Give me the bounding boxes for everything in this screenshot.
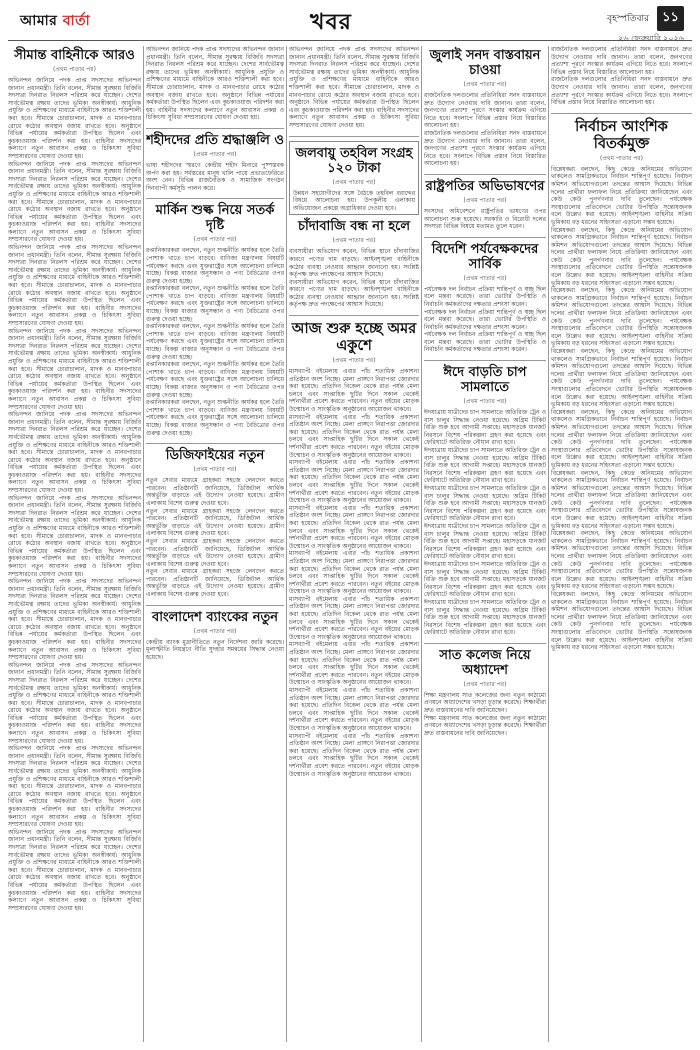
article-body: অভিনন্দন জানিয়ে পদক প্রাপ্ত সদস্যদের অভিনন্দন জানান প্রধানমন্ত্রী। তিনি বলেন, সীমান্ত সুরক্ষায় বিজিবি সদস্যরা দিনরাত নিরলস পরিশ্রম করে যাচ্ছেন। দেশের সার্বভৌমত্ব রক্ষায় তাদের ভূমিকা অনস্বীকার্য। আধুনিক প্রযুক্তি ও প্রশিক্ষণের মাধ্যমে বাহিনীকে আরও শক্তিশালী করা হবে। সীমান্তে চোরাচালান, মাদক ও মানবপাচার রোধে কঠোর অবস্থান বজায় রাখতে হবে। অনুষ্ঠানে বিভিন্ন পর্যায়ের কর্মকর্তারা উপস্থিত ছিলেন এবং কুচকাওয়াজ পরিদর্শন করা হয়। বাহিনীর সদস্যদের কল্যাণে নতুন আবাসন প্রকল্প ও চিকিৎসা সুবিধা সম্প্রসারণের ঘোষণা দেওয়া হয়। — [146, 46, 284, 122]
article-body: রাজনৈতিক দলগুলোর প্রতিনিধিরা সনদ বাস্তবায়নে দ্রুত উদ্যোগ নেওয়ার দাবি জানান। তারা বলেন, জনগণের প্রত্যাশা পূরণে সংস্কার কার্যক্রম এগিয়ে নিতে হবে। সংলাপে বিভিন্ন প্রস্তাব নিয়ে বিস্তারিত আলোচনা হয়। — [551, 46, 692, 76]
logo-part2: বার্তা — [62, 13, 91, 29]
article-body: মাসব্যাপী বইমেলায় এবার পাঁচ শতাধিক প্রকাশনা প্রতিষ্ঠান অংশ নিচ্ছে। মেলা প্রাঙ্গণে নিরাপত্তা জোরদার করা হয়েছে। প্রতিদিন বিকেল থেকে রাত পর্যন্ত মেলা চলবে এবং সাপ্তাহিক ছুটির দিনে সকাল থেকেই দর্শনার্থীরা প্রবেশ করতে পারবেন। নতুন বইয়ের মোড়ক উন্মোচন ও সাংস্কৃতিক অনুষ্ঠানের আয়োজন থাকবে। — [289, 595, 419, 641]
byline: (প্রথম পাতার পর) — [193, 466, 237, 474]
byline: (প্রথম পাতার পর) — [600, 154, 643, 162]
newspaper-logo — [20, 9, 90, 33]
byline: (প্রথম পাতার পর) — [463, 398, 507, 406]
issue-day: বৃহস্পতিবার — [607, 14, 650, 24]
article-border-cont2 — [289, 46, 419, 130]
issue-date: ২৬ ফেব্রুয়ারি ২০২৬ — [618, 34, 684, 43]
article-fund — [289, 141, 419, 216]
article-election — [551, 118, 692, 652]
article-body: রাজনৈতিক দলগুলোর প্রতিনিধিরা সনদ বাস্তবায়নে দ্রুত উদ্যোগ নেওয়ার দাবি জানান। তারা বলেন, জনগণের প্রত্যাশা পূরণে সংস্কার কার্যক্রম এগিয়ে নিতে হবে। সংলাপে বিভিন্ন প্রস্তাব নিয়ে বিস্তারিত আলোচনা হয়। — [424, 92, 546, 130]
article-body: অভিনন্দন জানিয়ে পদক প্রাপ্ত সদস্যদের অভিনন্দন জানান প্রধানমন্ত্রী। তিনি বলেন, সীমান্ত সুরক্ষায় বিজিবি সদস্যরা দিনরাত নিরলস পরিশ্রম করে যাচ্ছেন। দেশের সার্বভৌমত্ব রক্ষায় তাদের ভূমিকা অনস্বীকার্য। আধুনিক প্রযুক্তি ও প্রশিক্ষণের মাধ্যমে বাহিনীকে আরও শক্তিশালী করা হবে। সীমান্তে চোরাচালান, মাদক ও মানবপাচার রোধে কঠোর অবস্থান বজায় রাখতে হবে। অনুষ্ঠানে বিভিন্ন পর্যায়ের কর্মকর্তারা উপস্থিত ছিলেন এবং কুচকাওয়াজ পরিদর্শন করা হয়। বাহিনীর সদস্যদের কল্যাণে নতুন আবাসন প্রকল্প ও চিকিৎসা সুবিধা সম্প্রসারণের ঘোষণা দেওয়া হয়। — [8, 661, 141, 745]
article-body: বিশ্লেষকরা বলছেন, কিছু কেন্দ্রে অনিয়মের অভিযোগ থাকলেও সামগ্রিকভাবে নির্বাচন শান্তিপূর্ণ হয়েছে। নির্বাচন কমিশন অভিযোগগুলো তদন্তের আশ্বাস দিয়েছে। বিভিন্ন দলের প্রার্থীরা ফলাফল নিয়ে প্রতিক্রিয়া জানিয়েছেন এবং কেউ কেউ পুনর্গণনার দাবি তুলেছেন। পর্যবেক্ষক সংস্থাগুলোর প্রতিবেদনে ভোটার উপস্থিতি সন্তোষজনক বলে উল্লেখ করা হয়েছে। আইনশৃঙ্খলা বাহিনীর সক্রিয় ভূমিকায় বড় ধরনের সহিংসতা এড়ানো সম্ভব হয়েছে। — [551, 165, 692, 226]
headline: চাঁদাবাজি বন্ধ না হলে — [297, 219, 411, 235]
article-body: অভিনন্দন জানিয়ে পদক প্রাপ্ত সদস্যদের অভিনন্দন জানান প্রধানমন্ত্রী। তিনি বলেন, সীমান্ত সুরক্ষায় বিজিবি সদস্যরা দিনরাত নিরলস পরিশ্রম করে যাচ্ছেন। দেশের সার্বভৌমত্ব রক্ষায় তাদের ভূমিকা অনস্বীকার্য। আধুনিক প্রযুক্তি ও প্রশিক্ষণের মাধ্যমে বাহিনীকে আরও শক্তিশালী করা হবে। সীমান্তে চোরাচালান, মাদক ও মানবপাচার রোধে কঠোর অবস্থান বজায় রাখতে হবে। অনুষ্ঠানে বিভিন্ন পর্যায়ের কর্মকর্তারা উপস্থিত ছিলেন এবং কুচকাওয়াজ পরিদর্শন করা হয়। বাহিনীর সদস্যদের কল্যাণে নতুন আবাসন প্রকল্প ও চিকিৎসা সুবিধা সম্প্রসারণের ঘোষণা দেওয়া হয়। — [289, 46, 419, 129]
article-body: বিশ্লেষকরা বলছেন, কিছু কেন্দ্রে অনিয়মের অভিযোগ থাকলেও সামগ্রিকভাবে নির্বাচন শান্তিপূর্ণ হয়েছে। নির্বাচন কমিশন অভিযোগগুলো তদন্তের আশ্বাস দিয়েছে। বিভিন্ন দলের প্রার্থীরা ফলাফল নিয়ে প্রতিক্রিয়া জানিয়েছেন এবং কেউ কেউ পুনর্গণনার দাবি তুলেছেন। পর্যবেক্ষক সংস্থাগুলোর প্রতিবেদনে ভোটার উপস্থিতি সন্তোষজনক বলে উল্লেখ করা হয়েছে। আইনশৃঙ্খলা বাহিনীর সক্রিয় ভূমিকায় বড় ধরনের সহিংসতা এড়ানো সম্ভব হয়েছে। — [551, 469, 692, 530]
article-observer — [424, 242, 546, 354]
byline: (প্রথম পাতার পর) — [463, 274, 507, 282]
headline: রাষ্ট্রপতির অভিভাষণের — [425, 178, 545, 194]
article-body: নতুন সেবার মাধ্যমে গ্রাহকরা সহজে লেনদেন করতে পারবেন। প্রতিষ্ঠানটি জানিয়েছে, ডিজিটাল আর্থিক অন্তর্ভুক্তি বাড়াতে এই উদ্যোগ নেওয়া হয়েছে। গ্রামীণ এলাকায় বিশেষ গুরুত্ব দেওয়া হবে। — [146, 477, 284, 507]
article-body: ব্যবসায়ীরা অভিযোগ করেন, বিভিন্ন স্থানে চাঁদাবাজির কারণে পণ্যের দাম বাড়ছে। আইনশৃঙ্খলা বাহিনীকে কঠোর ব্যবস্থা নেওয়ার আহ্বান জানানো হয়। সংশ্লিষ্ট কর্তৃপক্ষ দ্রুত পদক্ষেপের আশ্বাস দিয়েছে। — [289, 278, 419, 309]
headline: শহীদদের প্রতি শ্রদ্ধাঞ্জলি ও — [146, 132, 284, 148]
article-body: নতুন সেবার মাধ্যমে গ্রাহকরা সহজে লেনদেন করতে পারবেন। প্রতিষ্ঠানটি জানিয়েছে, ডিজিটাল আর্থিক অন্তর্ভুক্তি বাড়াতে এই উদ্যোগ নেওয়া হয়েছে। গ্রামীণ এলাকায় বিশেষ গুরুত্ব দেওয়া হবে। — [146, 507, 284, 538]
article-body: ঈদযাত্রায় যাত্রীদের চাপ সামলাতে অতিরিক্ত ট্রেন ও বাস চালুর সিদ্ধান্ত নেওয়া হয়েছে। অগ্রিম টিকিট বিক্রি শুরু হবে আগামী সপ্তাহে। মহাসড়কে যানজট নিরসনে বিশেষ পরিকল্পনা গ্রহণ করা হয়েছে এবং ফেরিঘাটে অতিরিক্ত নৌযান রাখা হবে। — [424, 447, 546, 485]
article-body: ঈদযাত্রায় যাত্রীদের চাপ সামলাতে অতিরিক্ত ট্রেন ও বাস চালুর সিদ্ধান্ত নেওয়া হয়েছে। অগ্রিম টিকিট বিক্রি শুরু হবে আগামী সপ্তাহে। মহাসড়কে যানজট নিরসনে বিশেষ পরিকল্পনা গ্রহণ করা হয়েছে এবং ফেরিঘাটে অতিরিক্ত নৌযান রাখা হবে। — [424, 485, 546, 523]
headline: জুলাই সনদ বাস্তবায়ন চাওয়া — [429, 48, 541, 78]
headline: নির্বাচন আংশিক বিতর্কমুক্ত — [575, 117, 668, 152]
article-eid — [424, 365, 546, 637]
headline: ঈদে বাড়তি চাপ সামলাতে — [443, 365, 527, 396]
article-body: ঈদযাত্রায় যাত্রীদের চাপ সামলাতে অতিরিক্ত ট্রেন ও বাস চালুর সিদ্ধান্ত নেওয়া হয়েছে। অগ্রিম টিকিট বিক্রি শুরু হবে আগামী সপ্তাহে। মহাসড়কে যানজট নিরসনে বিশেষ পরিকল্পনা গ্রহণ করা হয়েছে এবং ফেরিঘাটে অতিরিক্ত নৌযান রাখা হবে। — [424, 560, 546, 599]
section-title: খবর — [310, 10, 352, 35]
article-july-cont — [551, 46, 692, 107]
article-body: ভাষা শহীদদের স্মরণে কেন্দ্রীয় শহীদ মিনারে পুষ্পস্তবক অর্পণ করা হয়। সর্বস্তরের মানুষ খালি পায়ে প্রভাতফেরিতে অংশ নেন। বিভিন্ন রাজনৈতিক ও সামাজিক সংগঠন দিনব্যাপী কর্মসূচি পালন করে। — [146, 161, 284, 192]
article-chandabaj — [289, 219, 419, 309]
article-body: মাসব্যাপী বইমেলায় এবার পাঁচ শতাধিক প্রকাশনা প্রতিষ্ঠান অংশ নিচ্ছে। মেলা প্রাঙ্গণে নিরাপত্তা জোরদার করা হয়েছে। প্রতিদিন বিকেল থেকে রাত পর্যন্ত মেলা চলবে এবং সাপ্তাহিক ছুটির দিনে সকাল থেকেই দর্শনার্থীরা প্রবেশ করতে পারবেন। নতুন বইয়ের মোড়ক উন্মোচন ও সাংস্কৃতিক অনুষ্ঠানের আয়োজন থাকবে। — [289, 641, 419, 687]
article-ekushey — [289, 320, 419, 778]
article-body: অভিনন্দন জানিয়ে পদক প্রাপ্ত সদস্যদের অভিনন্দন জানান প্রধানমন্ত্রী। তিনি বলেন, সীমান্ত সুরক্ষায় বিজিবি সদস্যরা দিনরাত নিরলস পরিশ্রম করে যাচ্ছেন। দেশের সার্বভৌমত্ব রক্ষায় তাদের ভূমিকা অনস্বীকার্য। আধুনিক প্রযুক্তি ও প্রশিক্ষণের মাধ্যমে বাহিনীকে আরও শক্তিশালী করা হবে। সীমান্তে চোরাচালান, মাদক ও মানবপাচার রোধে কঠোর অবস্থান বজায় রাখতে হবে। অনুষ্ঠানে বিভিন্ন পর্যায়ের কর্মকর্তারা উপস্থিত ছিলেন এবং কুচকাওয়াজ পরিদর্শন করা হয়। বাহিনীর সদস্যদের কল্যাণে নতুন আবাসন প্রকল্প ও চিকিৎসা সুবিধা সম্প্রসারণের ঘোষণা দেওয়া হয়। — [8, 77, 141, 160]
article-body: অভিনন্দন জানিয়ে পদক প্রাপ্ত সদস্যদের অভিনন্দন জানান প্রধানমন্ত্রী। তিনি বলেন, সীমান্ত সুরক্ষায় বিজিবি সদস্যরা দিনরাত নিরলস পরিশ্রম করে যাচ্ছেন। দেশের সার্বভৌমত্ব রক্ষায় তাদের ভূমিকা অনস্বীকার্য। আধুনিক প্রযুক্তি ও প্রশিক্ষণের মাধ্যমে বাহিনীকে আরও শক্তিশালী করা হবে। সীমান্তে চোরাচালান, মাদক ও মানবপাচার রোধে কঠোর অবস্থান বজায় রাখতে হবে। অনুষ্ঠানে বিভিন্ন পর্যায়ের কর্মকর্তারা উপস্থিত ছিলেন এবং কুচকাওয়াজ পরিদর্শন করা হয়। বাহিনীর সদস্যদের কল্যাণে নতুন আবাসন প্রকল্প ও চিকিৎসা সুবিধা সম্প্রসারণের ঘোষণা দেওয়া হয়। — [8, 494, 141, 578]
article-body: অভিনন্দন জানিয়ে পদক প্রাপ্ত সদস্যদের অভিনন্দন জানান প্রধানমন্ত্রী। তিনি বলেন, সীমান্ত সুরক্ষায় বিজিবি সদস্যরা দিনরাত নিরলস পরিশ্রম করে যাচ্ছেন। দেশের সার্বভৌমত্ব রক্ষায় তাদের ভূমিকা অনস্বীকার্য। আধুনিক প্রযুক্তি ও প্রশিক্ষণের মাধ্যমে বাহিনীকে আরও শক্তিশালী করা হবে। সীমান্তে চোরাচালান, মাদক ও মানবপাচার রোধে কঠোর অবস্থান বজায় রাখতে হবে। অনুষ্ঠানে বিভিন্ন পর্যায়ের কর্মকর্তারা উপস্থিত ছিলেন এবং কুচকাওয়াজ পরিদর্শন করা হয়। বাহিনীর সদস্যদের কল্যাণে নতুন আবাসন প্রকল্প ও চিকিৎসা সুবিধা সম্প্রসারণের ঘোষণা দেওয়া হয়। — [8, 745, 141, 829]
byline: (প্রথম পাতার পর) — [193, 150, 237, 158]
column-1 — [8, 46, 141, 1042]
byline: (প্রথম পাতার পর) — [193, 627, 237, 635]
article-body: অভিনন্দন জানিয়ে পদক প্রাপ্ত সদস্যদের অভিনন্দন জানান প্রধানমন্ত্রী। তিনি বলেন, সীমান্ত সুরক্ষায় বিজিবি সদস্যরা দিনরাত নিরলস পরিশ্রম করে যাচ্ছেন। দেশের সার্বভৌমত্ব রক্ষায় তাদের ভূমিকা অনস্বীকার্য। আধুনিক প্রযুক্তি ও প্রশিক্ষণের মাধ্যমে বাহিনীকে আরও শক্তিশালী করা হবে। সীমান্তে চোরাচালান, মাদক ও মানবপাচার রোধে কঠোর অবস্থান বজায় রাখতে হবে। অনুষ্ঠানে বিভিন্ন পর্যায়ের কর্মকর্তারা উপস্থিত ছিলেন এবং কুচকাওয়াজ পরিদর্শন করা হয়। বাহিনীর সদস্যদের কল্যাণে নতুন আবাসন প্রকল্প ও চিকিৎসা সুবিধা সম্প্রসারণের ঘোষণা দেওয়া হয়। — [8, 828, 141, 912]
article-state — [424, 179, 546, 231]
article-body: রপ্তানিকারকরা বলছেন, নতুন শুল্কনীতি কার্যকর হলে তৈরি পোশাক খাতে চাপ বাড়বে। বাণিজ্য মন্ত্রণালয় বিষয়টি পর্যবেক্ষণ করছে এবং যুক্তরাষ্ট্রের সঙ্গে আলোচনা চালিয়ে যাচ্ছে। বিকল্প বাজার অনুসন্ধান ও পণ্য বৈচিত্র্যের ওপর গুরুত্ব দেওয়া হচ্ছে। — [146, 361, 284, 399]
headline: জলবায়ু তহবিল সংগ্রহ ১২০ টাকা — [295, 145, 413, 176]
article-body: অভিনন্দন জানিয়ে পদক প্রাপ্ত সদস্যদের অভিনন্দন জানান প্রধানমন্ত্রী। তিনি বলেন, সীমান্ত সুরক্ষায় বিজিবি সদস্যরা দিনরাত নিরলস পরিশ্রম করে যাচ্ছেন। দেশের সার্বভৌমত্ব রক্ষায় তাদের ভূমিকা অনস্বীকার্য। আধুনিক প্রযুক্তি ও প্রশিক্ষণের মাধ্যমে বাহিনীকে আরও শক্তিশালী করা হবে। সীমান্তে চোরাচালান, মাদক ও মানবপাচার রোধে কঠোর অবস্থান বজায় রাখতে হবে। অনুষ্ঠানে বিভিন্ন পর্যায়ের কর্মকর্তারা উপস্থিত ছিলেন এবং কুচকাওয়াজ পরিদর্শন করা হয়। বাহিনীর সদস্যদের কল্যাণে নতুন আবাসন প্রকল্প ও চিকিৎসা সুবিধা সম্প্রসারণের ঘোষণা দেওয়া হয়। — [8, 411, 141, 495]
article-body: মাসব্যাপী বইমেলায় এবার পাঁচ শতাধিক প্রকাশনা প্রতিষ্ঠান অংশ নিচ্ছে। মেলা প্রাঙ্গণে নিরাপত্তা জোরদার করা হয়েছে। প্রতিদিন বিকেল থেকে রাত পর্যন্ত মেলা চলবে এবং সাপ্তাহিক ছুটির দিনে সকাল থেকেই দর্শনার্থীরা প্রবেশ করতে পারবেন। নতুন বইয়ের মোড়ক উন্মোচন ও সাংস্কৃতিক অনুষ্ঠানের আয়োজন থাকবে। — [289, 413, 419, 459]
article-body: অভিনন্দন জানিয়ে পদক প্রাপ্ত সদস্যদের অভিনন্দন জানান প্রধানমন্ত্রী। তিনি বলেন, সীমান্ত সুরক্ষায় বিজিবি সদস্যরা দিনরাত নিরলস পরিশ্রম করে যাচ্ছেন। দেশের সার্বভৌমত্ব রক্ষায় তাদের ভূমিকা অনস্বীকার্য। আধুনিক প্রযুক্তি ও প্রশিক্ষণের মাধ্যমে বাহিনীকে আরও শক্তিশালী করা হবে। সীমান্তে চোরাচালান, মাদক ও মানবপাচার রোধে কঠোর অবস্থান বজায় রাখতে হবে। অনুষ্ঠানে বিভিন্ন পর্যায়ের কর্মকর্তারা উপস্থিত ছিলেন এবং কুচকাওয়াজ পরিদর্শন করা হয়। বাহিনীর সদস্যদের কল্যাণে নতুন আবাসন প্রকল্প ও চিকিৎসা সুবিধা সম্প্রসারণের ঘোষণা দেওয়া হয়। — [8, 244, 141, 327]
article-july — [424, 48, 546, 168]
article-digital — [146, 448, 284, 599]
headline: বিদেশি পর্যবেক্ষকদের সার্বিক — [431, 241, 539, 272]
byline: (প্রথম পাতার পর) — [463, 196, 507, 204]
byline: (প্রথম পাতার পর) — [463, 81, 507, 88]
article-body: ঈদযাত্রায় যাত্রীদের চাপ সামলাতে অতিরিক্ত ট্রেন ও বাস চালুর সিদ্ধান্ত নেওয়া হয়েছে। অগ্রিম টিকিট বিক্রি শুরু হবে আগামী সপ্তাহে। মহাসড়কে যানজট নিরসনে বিশেষ পরিকল্পনা গ্রহণ করা হয়েছে এবং ফেরিঘাটে অতিরিক্ত নৌযান রাখা হবে। — [424, 409, 546, 447]
article-body: রাজনৈতিক দলগুলোর প্রতিনিধিরা সনদ বাস্তবায়নে দ্রুত উদ্যোগ নেওয়ার দাবি জানান। তারা বলেন, জনগণের প্রত্যাশা পূরণে সংস্কার কার্যক্রম এগিয়ে নিতে হবে। সংলাপে বিভিন্ন প্রস্তাব নিয়ে বিস্তারিত আলোচনা হয়। — [551, 76, 692, 107]
article-body: নতুন সেবার মাধ্যমে গ্রাহকরা সহজে লেনদেন করতে পারবেন। প্রতিষ্ঠানটি জানিয়েছে, ডিজিটাল আর্থিক অন্তর্ভুক্তি বাড়াতে এই উদ্যোগ নেওয়া হয়েছে। গ্রামীণ এলাকায় বিশেষ গুরুত্ব দেওয়া হবে। — [146, 568, 284, 599]
article-body: মাসব্যাপী বইমেলায় এবার পাঁচ শতাধিক প্রকাশনা প্রতিষ্ঠান অংশ নিচ্ছে। মেলা প্রাঙ্গণে নিরাপত্তা জোরদার করা হয়েছে। প্রতিদিন বিকেল থেকে রাত পর্যন্ত মেলা চলবে এবং সাপ্তাহিক ছুটির দিনে সকাল থেকেই দর্শনার্থীরা প্রবেশ করতে পারবেন। নতুন বইয়ের মোড়ক উন্মোচন ও সাংস্কৃতিক অনুষ্ঠানের আয়োজন থাকবে। — [289, 368, 419, 414]
byline: (প্রথম পাতার পর) — [463, 680, 507, 688]
article-body: ঈদযাত্রায় যাত্রীদের চাপ সামলাতে অতিরিক্ত ট্রেন ও বাস চালুর সিদ্ধান্ত নেওয়া হয়েছে। অগ্রিম টিকিট বিক্রি শুরু হবে আগামী সপ্তাহে। মহাসড়কে যানজট নিরসনে বিশেষ পরিকল্পনা গ্রহণ করা হয়েছে এবং ফেরিঘাটে অতিরিক্ত নৌযান রাখা হবে। — [424, 598, 546, 637]
article-body: মাসব্যাপী বইমেলায় এবার পাঁচ শতাধিক প্রকাশনা প্রতিষ্ঠান অংশ নিচ্ছে। মেলা প্রাঙ্গণে নিরাপত্তা জোরদার করা হয়েছে। প্রতিদিন বিকেল থেকে রাত পর্যন্ত মেলা চলবে এবং সাপ্তাহিক ছুটির দিনে সকাল থেকেই দর্শনার্থীরা প্রবেশ করতে পারবেন। নতুন বইয়ের মোড়ক উন্মোচন ও সাংস্কৃতিক অনুষ্ঠানের আয়োজন থাকবে। — [289, 459, 419, 505]
article-body: পর্যবেক্ষক দল নির্বাচন প্রক্রিয়া শান্তিপূর্ণ ও স্বচ্ছ ছিল বলে মন্তব্য করেছে। তারা ভোটার উপস্থিতি ও নির্বাচনি কর্মকর্তাদের দক্ষতার প্রশংসা করেন। — [424, 331, 546, 354]
article-body: অভিনন্দন জানিয়ে পদক প্রাপ্ত সদস্যদের অভিনন্দন জানান প্রধানমন্ত্রী। তিনি বলেন, সীমান্ত সুরক্ষায় বিজিবি সদস্যরা দিনরাত নিরলস পরিশ্রম করে যাচ্ছেন। দেশের সার্বভৌমত্ব রক্ষায় তাদের ভূমিকা অনস্বীকার্য। আধুনিক প্রযুক্তি ও প্রশিক্ষণের মাধ্যমে বাহিনীকে আরও শক্তিশালী করা হবে। সীমান্তে চোরাচালান, মাদক ও মানবপাচার রোধে কঠোর অবস্থান বজায় রাখতে হবে। অনুষ্ঠানে বিভিন্ন পর্যায়ের কর্মকর্তারা উপস্থিত ছিলেন এবং কুচকাওয়াজ পরিদর্শন করা হয়। বাহিনীর সদস্যদের কল্যাণে নতুন আবাসন প্রকল্প ও চিকিৎসা সুবিধা সম্প্রসারণের ঘোষণা দেওয়া হয়। — [8, 578, 141, 662]
article-market — [146, 203, 284, 437]
article-body: উন্নয়ন সহযোগীদের সঙ্গে বৈঠকে তহবিল বরাদ্দের বিষয়ে আলোচনা হয়। উপকূলীয় এলাকায় অভিযোজন প্রকল্পে অগ্রাধিকার দেওয়া হবে। — [293, 189, 415, 212]
article-body: ব্যবসায়ীরা অভিযোগ করেন, বিভিন্ন স্থানে চাঁদাবাজির কারণে পণ্যের দাম বাড়ছে। আইনশৃঙ্খলা বাহিনীকে কঠোর ব্যবস্থা নেওয়ার আহ্বান জানানো হয়। সংশ্লিষ্ট কর্তৃপক্ষ দ্রুত পদক্ষেপের আশ্বাস দিয়েছে। — [289, 248, 419, 279]
article-border — [8, 48, 141, 912]
article-body: রপ্তানিকারকরা বলছেন, নতুন শুল্কনীতি কার্যকর হলে তৈরি পোশাক খাতে চাপ বাড়বে। বাণিজ্য মন্ত্রণালয় বিষয়টি পর্যবেক্ষণ করছে এবং যুক্তরাষ্ট্রের সঙ্গে আলোচনা চালিয়ে যাচ্ছে। বিকল্প বাজার অনুসন্ধান ও পণ্য বৈচিত্র্যের ওপর গুরুত্ব দেওয়া হচ্ছে। — [146, 247, 284, 285]
article-body: শিক্ষা মন্ত্রণালয় সাত কলেজের জন্য নতুন কাঠামো প্রণয়নে অধ্যাদেশের খসড়া চূড়ান্ত করেছে। শিক্ষার্থীরা দ্রুত বাস্তবায়নের দাবি জানিয়েছেন। — [424, 714, 546, 737]
logo-part1: আমার — [20, 13, 58, 29]
article-body: মাসব্যাপী বইমেলায় এবার পাঁচ শতাধিক প্রকাশনা প্রতিষ্ঠান অংশ নিচ্ছে। মেলা প্রাঙ্গণে নিরাপত্তা জোরদার করা হয়েছে। প্রতিদিন বিকেল থেকে রাত পর্যন্ত মেলা চলবে এবং সাপ্তাহিক ছুটির দিনে সকাল থেকেই দর্শনার্থীরা প্রবেশ করতে পারবেন। নতুন বইয়ের মোড়ক উন্মোচন ও সাংস্কৃতিক অনুষ্ঠানের আয়োজন থাকবে। — [289, 732, 419, 778]
issue-info — [607, 6, 684, 46]
byline: (প্রথম পাতার পর) — [332, 357, 376, 365]
byline: (প্রথম পাতার পর) — [193, 236, 237, 244]
article-border-cont — [146, 46, 284, 122]
article-body: মাসব্যাপী বইমেলায় এবার পাঁচ শতাধিক প্রকাশনা প্রতিষ্ঠান অংশ নিচ্ছে। মেলা প্রাঙ্গণে নিরাপত্তা জোরদার করা হয়েছে। প্রতিদিন বিকেল থেকে রাত পর্যন্ত মেলা চলবে এবং সাপ্তাহিক ছুটির দিনে সকাল থেকেই দর্শনার্থীরা প্রবেশ করতে পারবেন। নতুন বইয়ের মোড়ক উন্মোচন ও সাংস্কৃতিক অনুষ্ঠানের আয়োজন থাকবে। — [289, 687, 419, 732]
article-body: সংসদের অধিবেশনে রাষ্ট্রপতির ভাষণের ওপর আলোচনা শুরু হয়েছে। সরকারি ও বিরোধী দলের সদস্যরা বিভিন্ন বিষয়ে মতামত তুলে ধরেন। — [424, 207, 546, 231]
column-5 — [551, 46, 692, 1042]
column-3 — [289, 46, 419, 1042]
byline: (প্রথম পাতার পর) — [332, 178, 376, 186]
article-body: পর্যবেক্ষক দল নির্বাচন প্রক্রিয়া শান্তিপূর্ণ ও স্বচ্ছ ছিল বলে মন্তব্য করেছে। তারা ভোটার উপস্থিতি ও নির্বাচনি কর্মকর্তাদের দক্ষতার প্রশংসা করেন। — [424, 285, 546, 308]
article-body: রপ্তানিকারকরা বলছেন, নতুন শুল্কনীতি কার্যকর হলে তৈরি পোশাক খাতে চাপ বাড়বে। বাণিজ্য মন্ত্রণালয় বিষয়টি পর্যবেক্ষণ করছে এবং যুক্তরাষ্ট্রের সঙ্গে আলোচনা চালিয়ে যাচ্ছে। বিকল্প বাজার অনুসন্ধান ও পণ্য বৈচিত্র্যের ওপর গুরুত্ব দেওয়া হচ্ছে। — [146, 399, 284, 437]
headline: সাত কলেজ নিয়ে অধ্যাদেশ — [439, 647, 531, 678]
article-body: রপ্তানিকারকরা বলছেন, নতুন শুল্কনীতি কার্যকর হলে তৈরি পোশাক খাতে চাপ বাড়বে। বাণিজ্য মন্ত্রণালয় বিষয়টি পর্যবেক্ষণ করছে এবং যুক্তরাষ্ট্রের সঙ্গে আলোচনা চালিয়ে যাচ্ছে। বিকল্প বাজার অনুসন্ধান ও পণ্য বৈচিত্র্যের ওপর গুরুত্ব দেওয়া হচ্ছে। — [146, 285, 284, 323]
headline: সীমান্ত বাহিনীকে আরও — [14, 48, 135, 63]
article-body: রাজনৈতিক দলগুলোর প্রতিনিধিরা সনদ বাস্তবায়নে দ্রুত উদ্যোগ নেওয়ার দাবি জানান। তারা বলেন, জনগণের প্রত্যাশা পূরণে সংস্কার কার্যক্রম এগিয়ে নিতে হবে। সংলাপে বিভিন্ন প্রস্তাব নিয়ে বিস্তারিত আলোচনা হয়। — [424, 129, 546, 168]
article-body: বিশ্লেষকরা বলছেন, কিছু কেন্দ্রে অনিয়মের অভিযোগ থাকলেও সামগ্রিকভাবে নির্বাচন শান্তিপূর্ণ হয়েছে। নির্বাচন কমিশন অভিযোগগুলো তদন্তের আশ্বাস দিয়েছে। বিভিন্ন দলের প্রার্থীরা ফলাফল নিয়ে প্রতিক্রিয়া জানিয়েছেন এবং কেউ কেউ পুনর্গণনার দাবি তুলেছেন। পর্যবেক্ষক সংস্থাগুলোর প্রতিবেদনে ভোটার উপস্থিতি সন্তোষজনক বলে উল্লেখ করা হয়েছে। আইনশৃঙ্খলা বাহিনীর সক্রিয় ভূমিকায় বড় ধরনের সহিংসতা এড়ানো সম্ভব হয়েছে। — [551, 530, 692, 591]
article-body: কেন্দ্রীয় ব্যাংক মুদ্রানীতিতে নতুন নির্দেশনা জারি করেছে। মূল্যস্ফীতি নিয়ন্ত্রণে নীতি সুদহার সমন্বয়ের সিদ্ধান্ত নেওয়া হয়েছে। — [146, 638, 284, 661]
article-body: মাসব্যাপী বইমেলায় এবার পাঁচ শতাধিক প্রকাশনা প্রতিষ্ঠান অংশ নিচ্ছে। মেলা প্রাঙ্গণে নিরাপত্তা জোরদার করা হয়েছে। প্রতিদিন বিকেল থেকে রাত পর্যন্ত মেলা চলবে এবং সাপ্তাহিক ছুটির দিনে সকাল থেকেই দর্শনার্থীরা প্রবেশ করতে পারবেন। নতুন বইয়ের মোড়ক উন্মোচন ও সাংস্কৃতিক অনুষ্ঠানের আয়োজন থাকবে। — [289, 504, 419, 550]
article-body: পর্যবেক্ষক দল নির্বাচন প্রক্রিয়া শান্তিপূর্ণ ও স্বচ্ছ ছিল বলে মন্তব্য করেছে। তারা ভোটার উপস্থিতি ও নির্বাচনি কর্মকর্তাদের দক্ষতার প্রশংসা করেন। — [424, 308, 546, 331]
headline: ডিজিফাইয়ের নতুন — [165, 448, 265, 464]
headline: আজ শুরু হচ্ছে অমর একুশে — [291, 320, 417, 355]
article-shahid — [146, 133, 284, 192]
article-body: নতুন সেবার মাধ্যমে গ্রাহকরা সহজে লেনদেন করতে পারবেন। প্রতিষ্ঠানটি জানিয়েছে, ডিজিটাল আর্থিক অন্তর্ভুক্তি বাড়াতে এই উদ্যোগ নেওয়া হয়েছে। গ্রামীণ এলাকায় বিশেষ গুরুত্ব দেওয়া হবে। — [146, 537, 284, 568]
article-body: অভিনন্দন জানিয়ে পদক প্রাপ্ত সদস্যদের অভিনন্দন জানান প্রধানমন্ত্রী। তিনি বলেন, সীমান্ত সুরক্ষায় বিজিবি সদস্যরা দিনরাত নিরলস পরিশ্রম করে যাচ্ছেন। দেশের সার্বভৌমত্ব রক্ষায় তাদের ভূমিকা অনস্বীকার্য। আধুনিক প্রযুক্তি ও প্রশিক্ষণের মাধ্যমে বাহিনীকে আরও শক্তিশালী করা হবে। সীমান্তে চোরাচালান, মাদক ও মানবপাচার রোধে কঠোর অবস্থান বজায় রাখতে হবে। অনুষ্ঠানে বিভিন্ন পর্যায়ের কর্মকর্তারা উপস্থিত ছিলেন এবং কুচকাওয়াজ পরিদর্শন করা হয়। বাহিনীর সদস্যদের কল্যাণে নতুন আবাসন প্রকল্প ও চিকিৎসা সুবিধা সম্প্রসারণের ঘোষণা দেওয়া হয়। — [8, 327, 141, 411]
article-body: বিশ্লেষকরা বলছেন, কিছু কেন্দ্রে অনিয়মের অভিযোগ থাকলেও সামগ্রিকভাবে নির্বাচন শান্তিপূর্ণ হয়েছে। নির্বাচন কমিশন অভিযোগগুলো তদন্তের আশ্বাস দিয়েছে। বিভিন্ন দলের প্রার্থীরা ফলাফল নিয়ে প্রতিক্রিয়া জানিয়েছেন এবং কেউ কেউ পুনর্গণনার দাবি তুলেছেন। পর্যবেক্ষক সংস্থাগুলোর প্রতিবেদনে ভোটার উপস্থিতি সন্তোষজনক বলে উল্লেখ করা হয়েছে। আইনশৃঙ্খলা বাহিনীর সক্রিয় ভূমিকায় বড় ধরনের সহিংসতা এড়ানো সম্ভব হয়েছে। — [551, 287, 692, 348]
masthead — [8, 0, 692, 41]
article-body: বিশ্লেষকরা বলছেন, কিছু কেন্দ্রে অনিয়মের অভিযোগ থাকলেও সামগ্রিকভাবে নির্বাচন শান্তিপূর্ণ হয়েছে। নির্বাচন কমিশন অভিযোগগুলো তদন্তের আশ্বাস দিয়েছে। বিভিন্ন দলের প্রার্থীরা ফলাফল নিয়ে প্রতিক্রিয়া জানিয়েছেন এবং কেউ কেউ পুনর্গণনার দাবি তুলেছেন। পর্যবেক্ষক সংস্থাগুলোর প্রতিবেদনে ভোটার উপস্থিতি সন্তোষজনক বলে উল্লেখ করা হয়েছে। আইনশৃঙ্খলা বাহিনীর সক্রিয় ভূমিকায় বড় ধরনের সহিংসতা এড়ানো সম্ভব হয়েছে। — [551, 226, 692, 287]
article-body: অভিনন্দন জানিয়ে পদক প্রাপ্ত সদস্যদের অভিনন্দন জানান প্রধানমন্ত্রী। তিনি বলেন, সীমান্ত সুরক্ষায় বিজিবি সদস্যরা দিনরাত নিরলস পরিশ্রম করে যাচ্ছেন। দেশের সার্বভৌমত্ব রক্ষায় তাদের ভূমিকা অনস্বীকার্য। আধুনিক প্রযুক্তি ও প্রশিক্ষণের মাধ্যমে বাহিনীকে আরও শক্তিশালী করা হবে। সীমান্তে চোরাচালান, মাদক ও মানবপাচার রোধে কঠোর অবস্থান বজায় রাখতে হবে। অনুষ্ঠানে বিভিন্ন পর্যায়ের কর্মকর্তারা উপস্থিত ছিলেন এবং কুচকাওয়াজ পরিদর্শন করা হয়। বাহিনীর সদস্যদের কল্যাণে নতুন আবাসন প্রকল্প ও চিকিৎসা সুবিধা সম্প্রসারণের ঘোষণা দেওয়া হয়। — [8, 160, 141, 244]
article-body: রপ্তানিকারকরা বলছেন, নতুন শুল্কনীতি কার্যকর হলে তৈরি পোশাক খাতে চাপ বাড়বে। বাণিজ্য মন্ত্রণালয় বিষয়টি পর্যবেক্ষণ করছে এবং যুক্তরাষ্ট্রের সঙ্গে আলোচনা চালিয়ে যাচ্ছে। বিকল্প বাজার অনুসন্ধান ও পণ্য বৈচিত্র্যের ওপর গুরুত্ব দেওয়া হচ্ছে। — [146, 323, 284, 361]
columns — [8, 46, 692, 1042]
byline: (প্রথম পাতার পর) — [332, 237, 376, 245]
article-body: শিক্ষা মন্ত্রণালয় সাত কলেজের জন্য নতুন কাঠামো প্রণয়নে অধ্যাদেশের খসড়া চূড়ান্ত করেছে। শিক্ষার্থীরা দ্রুত বাস্তবায়নের দাবি জানিয়েছেন। — [424, 691, 546, 715]
byline: (প্রথম পাতার পর) — [53, 66, 96, 73]
article-college — [424, 648, 546, 738]
page-number: ১১ — [657, 6, 684, 31]
article-body: বিশ্লেষকরা বলছেন, কিছু কেন্দ্রে অনিয়মের অভিযোগ থাকলেও সামগ্রিকভাবে নির্বাচন শান্তিপূর্ণ হয়েছে। নির্বাচন কমিশন অভিযোগগুলো তদন্তের আশ্বাস দিয়েছে। বিভিন্ন দলের প্রার্থীরা ফলাফল নিয়ে প্রতিক্রিয়া জানিয়েছেন এবং কেউ কেউ পুনর্গণনার দাবি তুলেছেন। পর্যবেক্ষক সংস্থাগুলোর প্রতিবেদনে ভোটার উপস্থিতি সন্তোষজনক বলে উল্লেখ করা হয়েছে। আইনশৃঙ্খলা বাহিনীর সক্রিয় ভূমিকায় বড় ধরনের সহিংসতা এড়ানো সম্ভব হয়েছে। — [551, 408, 692, 469]
article-body: বিশ্লেষকরা বলছেন, কিছু কেন্দ্রে অনিয়মের অভিযোগ থাকলেও সামগ্রিকভাবে নির্বাচন শান্তিপূর্ণ হয়েছে। নির্বাচন কমিশন অভিযোগগুলো তদন্তের আশ্বাস দিয়েছে। বিভিন্ন দলের প্রার্থীরা ফলাফল নিয়ে প্রতিক্রিয়া জানিয়েছেন এবং কেউ কেউ পুনর্গণনার দাবি তুলেছেন। পর্যবেক্ষক সংস্থাগুলোর প্রতিবেদনে ভোটার উপস্থিতি সন্তোষজনক বলে উল্লেখ করা হয়েছে। আইনশৃঙ্খলা বাহিনীর সক্রিয় ভূমিকায় বড় ধরনের সহিংসতা এড়ানো সম্ভব হয়েছে। — [551, 348, 692, 409]
article-bank — [146, 610, 284, 662]
article-body: মাসব্যাপী বইমেলায় এবার পাঁচ শতাধিক প্রকাশনা প্রতিষ্ঠান অংশ নিচ্ছে। মেলা প্রাঙ্গণে নিরাপত্তা জোরদার করা হয়েছে। প্রতিদিন বিকেল থেকে রাত পর্যন্ত মেলা চলবে এবং সাপ্তাহিক ছুটির দিনে সকাল থেকেই দর্শনার্থীরা প্রবেশ করতে পারবেন। নতুন বইয়ের মোড়ক উন্মোচন ও সাংস্কৃতিক অনুষ্ঠানের আয়োজন থাকবে। — [289, 550, 419, 596]
article-body: বিশ্লেষকরা বলছেন, কিছু কেন্দ্রে অনিয়মের অভিযোগ থাকলেও সামগ্রিকভাবে নির্বাচন শান্তিপূর্ণ হয়েছে। নির্বাচন কমিশন অভিযোগগুলো তদন্তের আশ্বাস দিয়েছে। বিভিন্ন দলের প্রার্থীরা ফলাফল নিয়ে প্রতিক্রিয়া জানিয়েছেন এবং কেউ কেউ পুনর্গণনার দাবি তুলেছেন। পর্যবেক্ষক সংস্থাগুলোর প্রতিবেদনে ভোটার উপস্থিতি সন্তোষজনক বলে উল্লেখ করা হয়েছে। আইনশৃঙ্খলা বাহিনীর সক্রিয় ভূমিকায় বড় ধরনের সহিংসতা এড়ানো সম্ভব হয়েছে। — [551, 591, 692, 652]
column-2 — [146, 46, 284, 1042]
headline: মার্কিন শুল্ক নিয়ে সতর্ক দৃষ্টি — [155, 203, 275, 234]
article-body: ঈদযাত্রায় যাত্রীদের চাপ সামলাতে অতিরিক্ত ট্রেন ও বাস চালুর সিদ্ধান্ত নেওয়া হয়েছে। অগ্রিম টিকিট বিক্রি শুরু হবে আগামী সপ্তাহে। মহাসড়কে যানজট নিরসনে বিশেষ পরিকল্পনা গ্রহণ করা হয়েছে এবং ফেরিঘাটে অতিরিক্ত নৌযান রাখা হবে। — [424, 522, 546, 561]
headline: বাংলাদেশ ব্যাংকের নতুন — [152, 609, 278, 625]
column-4 — [424, 46, 546, 1042]
